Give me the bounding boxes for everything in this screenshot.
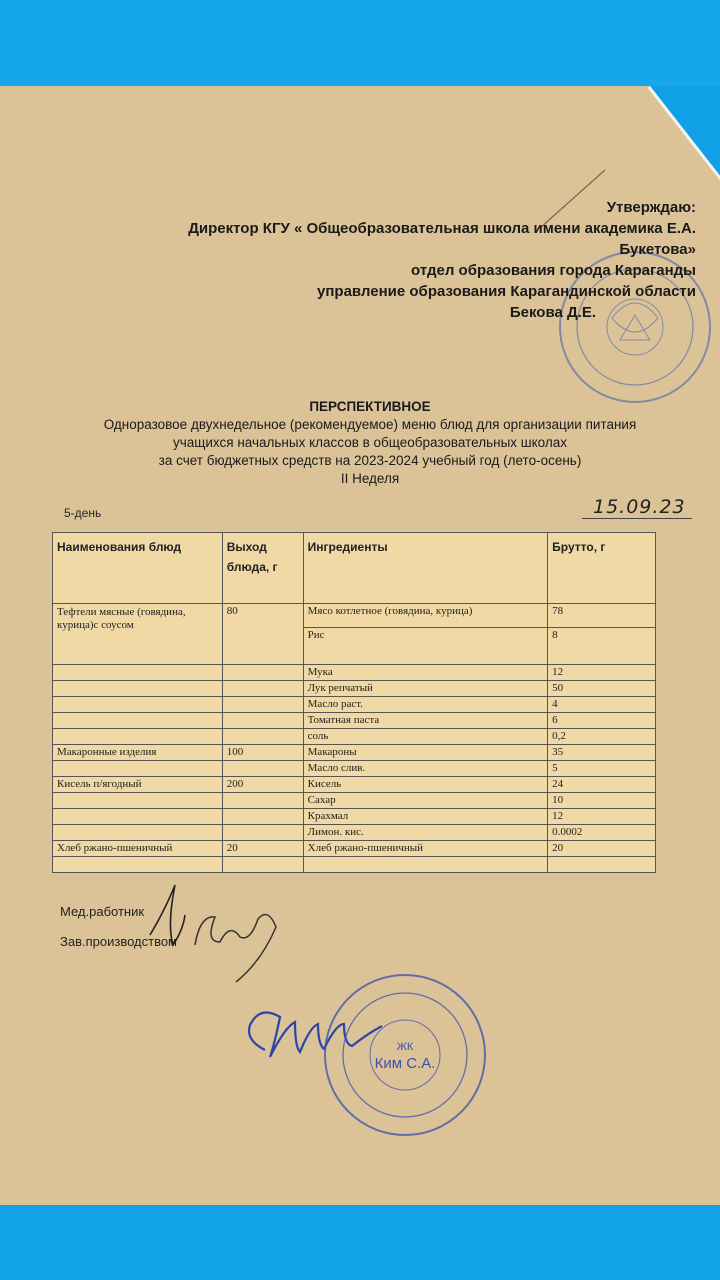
cell-gross: 6 <box>548 713 656 729</box>
cell-dish: Кисель п/ягодный <box>53 777 223 793</box>
title-line-1: ПЕРСПЕКТИВНОЕ <box>309 399 431 414</box>
blue-signature <box>249 1013 382 1058</box>
cell-gross: 8 <box>548 628 656 665</box>
cell-ingredient: Кисель <box>303 777 548 793</box>
cell-ingredient: Мясо котлетное (говядина, курица) <box>303 604 548 628</box>
title-line-4: за счет бюджетных средств на 2023-2024 учебный год (лето-осень) <box>158 453 582 468</box>
production-head-label: Зав.производством <box>60 934 177 949</box>
cell-ingredient: соль <box>303 729 548 745</box>
cell-gross: 12 <box>548 665 656 681</box>
cell-yield: 80 <box>222 604 303 665</box>
stamp-center-name: Ким С.А. <box>374 1055 436 1072</box>
cell-dish: Тефтели мясные (говядина, курица)с соусом <box>53 604 223 665</box>
cell-ingredient: Масло раст. <box>303 697 548 713</box>
cell-ingredient: Рис <box>303 628 548 665</box>
title-line-5: II Неделя <box>340 471 400 486</box>
stamp-center-top: ЖК <box>396 1041 414 1053</box>
handwritten-date: 15.09.23 <box>593 496 686 518</box>
cell-ingredient: Крахмал <box>303 809 548 825</box>
dept-region: управление образования Карагандинской области <box>317 283 696 300</box>
cell-gross: 20 <box>548 841 656 857</box>
header-gross: Брутто, г <box>548 533 656 604</box>
cell-gross: 0,2 <box>548 729 656 745</box>
cell-dish: Хлеб ржано-пшеничный <box>53 841 223 857</box>
cell-ingredient: Макароны <box>303 745 548 761</box>
cell-gross: 5 <box>548 761 656 777</box>
director-line: Директор КГУ « Общеобразовательная школа имени академика Е.А. <box>188 220 696 237</box>
cell-gross: 12 <box>548 809 656 825</box>
med-signature <box>150 885 185 945</box>
cell-ingredient: Хлеб ржано-пшеничный <box>303 841 548 857</box>
zav-signature <box>195 915 276 983</box>
cell-yield: 200 <box>222 777 303 793</box>
cell-gross: 78 <box>548 604 656 628</box>
dept-city: отдел образования города Караганды <box>411 262 696 279</box>
approve-label: Утверждаю: <box>606 199 696 216</box>
cell-gross: 24 <box>548 777 656 793</box>
day-label: 5-день <box>64 506 102 520</box>
header-yield: Выход блюда, г <box>222 533 303 604</box>
cell-ingredient: Мука <box>303 665 548 681</box>
cell-yield: 100 <box>222 745 303 761</box>
director-line-2: Букетова» <box>619 241 696 258</box>
cell-yield: 20 <box>222 841 303 857</box>
header-ingredients: Ингредиенты <box>303 533 548 604</box>
cell-ingredient: Сахар <box>303 793 548 809</box>
med-worker-label: Мед.работник <box>60 904 145 919</box>
title-line-2: Одноразовое двухнедельное (рекомендуемое) меню блюд для организации питания <box>103 417 637 432</box>
cell-ingredient: Масло слив. <box>303 761 548 777</box>
cell-ingredient: Лук репчатый <box>303 681 548 697</box>
cell-ingredient: Томатная паста <box>303 713 548 729</box>
director-name: Бекова Д.Е. <box>509 304 596 321</box>
title-line-3: учащихся начальных классов в общеобразовательных школах <box>172 435 568 450</box>
cell-gross: 50 <box>548 681 656 697</box>
cell-dish: Макаронные изделия <box>53 745 223 761</box>
cell-gross: 35 <box>548 745 656 761</box>
header-dish: Наименования блюд <box>53 533 223 604</box>
cell-gross: 4 <box>548 697 656 713</box>
cell-gross: 0.0002 <box>548 825 656 841</box>
cell-ingredient: Лимон. кис. <box>303 825 548 841</box>
cell-gross: 10 <box>548 793 656 809</box>
